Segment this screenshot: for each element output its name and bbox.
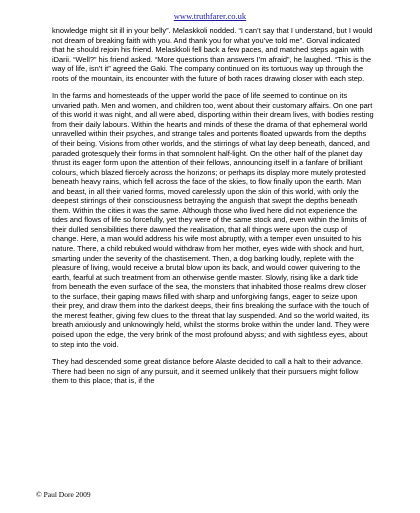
paragraph-1: knowledge might sit ill in your belly”. Melaskkoli nodded. “I can’t say that I understand, but I would not dream of breaking faith with you. And thank you for what you’ve told me”. Gorval indicated that he should rejoin his friend. Melaskkoli fell back a few paces, and matched steps again with iDarii. “Well?” his friend asked. “More questions than answers I’m afraid”, he laughed. “This is the way of life, isn’t it” agreed the Gaki. The company continued on its tortuous way up through the roots of the mountain, its encounter with the future of both races drawing closer with each step. (52, 26, 373, 83)
paragraph-2: In the farms and homesteads of the upper world the pace of life seemed to continue on its unvaried path. Men and women, and children too, went about their customary affairs. On one part of this world it was night, and all were abed, disporting within their dream lives, with bodies resting from their daily labours. Within the hearts and minds of these the drama of that ephemeral world unravelled within their psyches, and strange tales and portents floated upwards from the depths of their being. Visions from other worlds, and the stirrings of what lay deep beneath, danced, and paraded grotesquely their forms in that somnolent half-light. On the other half of the planet day thrust its eager form upon the attention of their fellows, announcing itself in a fanfare of brilliant colours, which blazed fiercely across the horizons; or perhaps its display more mutely protested beneath heavy rains, which fell across the face of the skies, to flow finally upon the earth. Man and beast, in all their varied forms, moved carelessly upon the skin of this world, with only the deepest stirrings of their consciousness betraying the anguish that swept the depths beneath them. Within the cities it was the same. Although those who lived here did not experience the tides and flows of life so forcefully, yet they were of the same stock and, even within the limits of their dulled sensibilities there dawned the realisation, that all things were upon the cusp of change. Here, a man would address his wife most abruptly, with a temper even unsuited to his nature. There, a child rebuked would withdraw from her mother, eyes wide with shock and hurt, smarting under the severity of the chastisement. Then, a dog barking loudly, replete with the pleasure of living, would receive a brutal blow upon its back, and would cower quivering to the earth, fearful at such treatment from an otherwise gentle master. Slowly, rising like a dark tide from beneath the even surface of the sea, the monsters that inhabited those realms drew closer to the surface, their gaping maws filled with sharp and unforgiving fangs, eager to seize upon their prey, and draw them into the darkest deeps, their fins breaking the surface with the touch of the merest feather, giving few clues to the threat that lay suspended. And so the world waited, its breath anxiously and unknowingly held, whilst the storms broke within the under land. They were poised upon the edge, the very brink of the most profound abyss; and with sightless eyes, about to step into the void. (52, 91, 374, 349)
site-link[interactable]: www.truthfarer.co.uk (173, 11, 247, 21)
story-text (52, 26, 374, 394)
copyright-footer: © Paul Dore 2009 (36, 490, 91, 499)
paragraph-3: They had descended some great distance before Alaste decided to call a halt to their advance. There had been no sign of any pursuit, and it seemed unlikely that their pursuers might follow them to this place; that is, if the (52, 357, 363, 386)
